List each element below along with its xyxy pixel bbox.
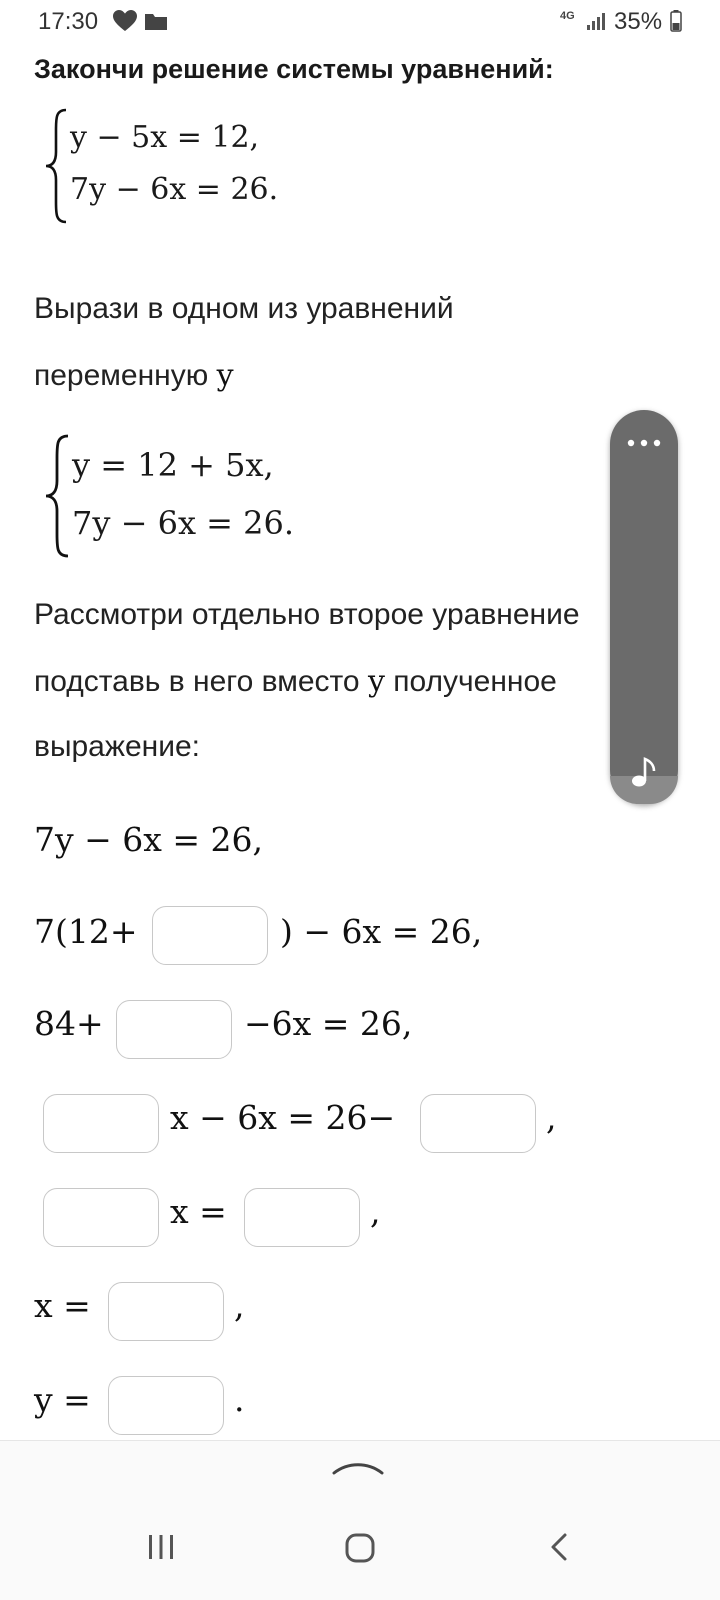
network-type: 4G [560, 10, 575, 22]
more-dots-icon[interactable] [626, 438, 662, 448]
answer-input-6[interactable] [244, 1188, 360, 1247]
step-4-end: , [546, 1098, 557, 1137]
system2-equation-2: 7y − 6x = 26. [72, 504, 295, 542]
task-title: Закончи решение системы уравнений: [34, 54, 554, 84]
bottom-sheet-handle[interactable] [0, 1440, 720, 1502]
answer-input-3[interactable] [43, 1094, 159, 1153]
system1-equation-1: y − 5x = 12, [70, 120, 260, 155]
instruction-1-line-2 [34, 358, 234, 393]
step-5-middle: x = [170, 1192, 227, 1231]
step-6-end: , [234, 1286, 245, 1325]
chevron-up-icon[interactable] [332, 1459, 384, 1475]
answer-input-4[interactable] [420, 1094, 536, 1153]
answer-input-5[interactable] [43, 1188, 159, 1247]
instruction-2-variable: y [367, 664, 385, 699]
floating-panel[interactable] [610, 410, 678, 804]
instruction-1-text: переменную [34, 359, 217, 392]
back-icon[interactable] [548, 1532, 570, 1562]
step-1-equation: 7y − 6x = 26, [34, 820, 263, 859]
signal-icon [586, 11, 608, 31]
step-6-prefix: x = [34, 1286, 91, 1325]
status-bar [0, 0, 720, 46]
system-navigation-bar [0, 1502, 720, 1600]
heart-icon [112, 9, 138, 33]
step-2-prefix: 7(12+ [34, 912, 138, 951]
instruction-2-line-1: Рассмотри отдельно второе уравнение [34, 598, 580, 631]
battery-icon [670, 10, 682, 32]
instruction-1-line-1: Вырази в одном из уравнений [34, 292, 454, 325]
instruction-1-variable: y [216, 358, 234, 393]
system2-equation-1: y = 12 + 5x, [72, 446, 274, 484]
instruction-2-text-pre: подставь в него вместо [34, 665, 368, 698]
step-7-prefix: y = [34, 1380, 91, 1419]
music-note-icon[interactable] [630, 756, 658, 788]
step-7-end: . [234, 1380, 245, 1419]
step-4-middle: x − 6x = 26− [170, 1098, 396, 1137]
answer-input-8[interactable] [108, 1376, 224, 1435]
status-time: 17:30 [38, 8, 99, 35]
instruction-2-text-post: полученное [384, 665, 557, 698]
left-brace-icon [44, 434, 72, 558]
system1-equation-2: 7y − 6x = 26. [70, 172, 279, 207]
answer-input-1[interactable] [152, 906, 268, 965]
step-5-end: , [370, 1192, 381, 1231]
instruction-2-line-2 [34, 664, 557, 699]
step-3-prefix: 84+ [34, 1004, 104, 1043]
step-3-suffix: −6x = 26, [244, 1004, 413, 1043]
answer-input-2[interactable] [116, 1000, 232, 1059]
answer-input-7[interactable] [108, 1282, 224, 1341]
home-icon[interactable] [344, 1532, 376, 1564]
instruction-2-line-3: выражение: [34, 730, 200, 763]
step-2-suffix: ) − 6x = 26, [280, 912, 483, 951]
battery-percent: 35% [614, 8, 663, 35]
left-brace-icon [44, 108, 70, 224]
recent-apps-icon[interactable] [146, 1532, 176, 1562]
folder-icon [144, 11, 168, 31]
